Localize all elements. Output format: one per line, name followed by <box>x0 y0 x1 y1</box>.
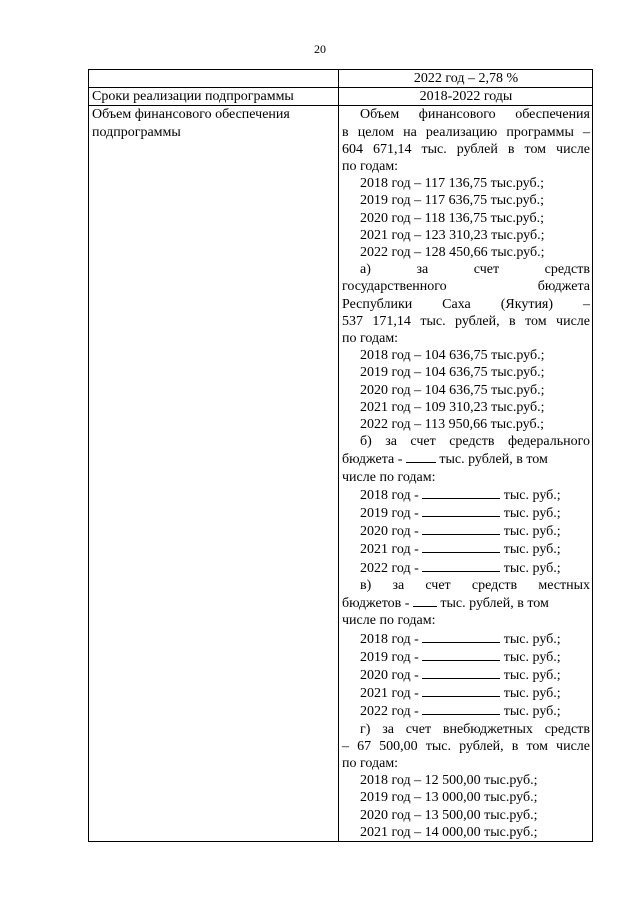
year-line: 2019 год – 13 000,00 тыс.руб.; <box>360 790 538 806</box>
funding-label-line: подпрограммы <box>92 124 181 140</box>
text-fragment: бюджета - <box>342 452 406 468</box>
year-line: 2022 год – 128 450,66 тыс.руб.; <box>360 245 545 261</box>
year-line: 2018 год – 117 136,75 тыс.руб.; <box>360 176 544 192</box>
year-label: 2018 год - <box>360 631 423 647</box>
subprogram-passport-table <box>88 69 593 842</box>
blank-underline <box>422 648 500 661</box>
table-row <box>89 106 593 842</box>
implementation-period-label: Сроки реализации подпрограммы <box>89 88 339 106</box>
text-line: числе по годам: <box>342 469 436 485</box>
blank-underline <box>422 522 500 535</box>
text-line: – 67 500,00 тыс. рублей, в том числе <box>342 738 590 754</box>
table-row <box>89 70 593 88</box>
year-line: 2020 год – 118 136,75 тыс.руб.; <box>360 210 544 226</box>
year-label: 2022 год - <box>360 560 423 576</box>
year-label: 2020 год - <box>360 524 423 540</box>
text-line: в целом на реализацию программы – <box>342 124 590 140</box>
year-line: 2020 год – 104 636,75 тыс.руб.; <box>360 382 545 398</box>
unit-label: тыс. руб.; <box>500 667 561 683</box>
year-line <box>342 630 590 648</box>
year-line: 2018 год – 104 636,75 тыс.руб.; <box>360 348 545 364</box>
unit-label: тыс. руб.; <box>500 487 561 503</box>
text-line: по годам: <box>342 331 399 347</box>
year-label: 2022 год - <box>360 704 423 720</box>
text-line: Объем финансового обеспечения <box>360 107 590 123</box>
table-row <box>89 88 593 106</box>
year-label: 2021 год - <box>360 686 423 702</box>
year-line <box>342 522 590 540</box>
year-line: 2020 год – 13 500,00 тыс.руб.; <box>360 807 538 823</box>
text-line: в) за счет средств местных <box>360 577 590 593</box>
unit-label: тыс. руб.; <box>500 704 561 720</box>
text-line: по годам: <box>342 755 399 771</box>
text-fragment: тыс. рублей, в том <box>435 452 548 468</box>
text-line: государственного бюджета <box>342 279 590 295</box>
text-line: г) за счет внебюджетных средств <box>360 721 590 737</box>
text-fragment: тыс. рублей, в том <box>436 596 549 612</box>
year-label: 2020 год - <box>360 667 423 683</box>
year-line <box>342 540 590 558</box>
year-line: 2019 год – 104 636,75 тыс.руб.; <box>360 365 545 381</box>
year-label: 2021 год - <box>360 542 423 558</box>
unit-label: тыс. руб.; <box>500 631 561 647</box>
year-line: 2021 год – 123 310,23 тыс.руб.; <box>360 227 545 243</box>
unit-label: тыс. руб.; <box>500 649 561 665</box>
text-line: Республики Саха (Якутия) – <box>342 296 590 312</box>
blank-underline <box>406 450 436 463</box>
year-line <box>342 666 590 684</box>
text-line: а) за счет средств <box>360 262 590 278</box>
text-line: по годам: <box>342 159 399 175</box>
target-indicator-2022: 2022 год – 2,78 % <box>339 70 593 88</box>
year-line: 2019 год – 117 636,75 тыс.руб.; <box>360 193 544 209</box>
unit-label: тыс. руб.; <box>500 506 561 522</box>
text-line: б) за счет средств федерального <box>360 434 590 450</box>
funding-volume-label <box>89 106 339 842</box>
year-label: 2019 год - <box>360 649 423 665</box>
funding-label-line: Объем финансового обеспечения <box>92 107 290 123</box>
blank-underline <box>422 684 500 697</box>
year-line <box>342 559 590 577</box>
text-line: 604 671,14 тыс. рублей в том числе <box>342 141 590 157</box>
text-line: числе по годам: <box>342 613 436 629</box>
blank-underline <box>422 666 500 679</box>
blank-underline <box>422 504 500 517</box>
year-label: 2018 год - <box>360 487 423 503</box>
year-line <box>342 504 590 522</box>
blank-underline <box>422 486 500 499</box>
year-line: 2022 год – 113 950,66 тыс.руб.; <box>360 417 544 433</box>
unit-label: тыс. руб.; <box>500 524 561 540</box>
table-cell-empty <box>89 70 339 88</box>
implementation-period-value: 2018-2022 годы <box>339 88 593 106</box>
year-line: 2021 год – 14 000,00 тыс.руб.; <box>360 824 538 840</box>
year-line <box>342 684 590 702</box>
year-label: 2019 год - <box>360 506 423 522</box>
year-line: 2018 год – 12 500,00 тыс.руб.; <box>360 773 538 789</box>
year-line <box>342 486 590 504</box>
year-line: 2021 год – 109 310,23 тыс.руб.; <box>360 399 545 415</box>
text-fragment: бюджетов - <box>342 596 413 612</box>
text-line <box>342 594 590 612</box>
blank-underline <box>422 630 500 643</box>
unit-label: тыс. руб.; <box>500 686 561 702</box>
blank-underline <box>422 702 500 715</box>
text-line <box>342 450 590 468</box>
unit-label: тыс. руб.; <box>500 560 561 576</box>
text-line: 537 171,14 тыс. рублей, в том числе <box>342 313 590 329</box>
funding-volume-value <box>339 106 593 842</box>
year-line <box>342 648 590 666</box>
blank-underline <box>422 559 500 572</box>
year-line <box>342 702 590 720</box>
blank-underline <box>413 594 437 607</box>
blank-underline <box>422 540 500 553</box>
unit-label: тыс. руб.; <box>500 542 561 558</box>
page-number: 20 <box>314 42 326 56</box>
